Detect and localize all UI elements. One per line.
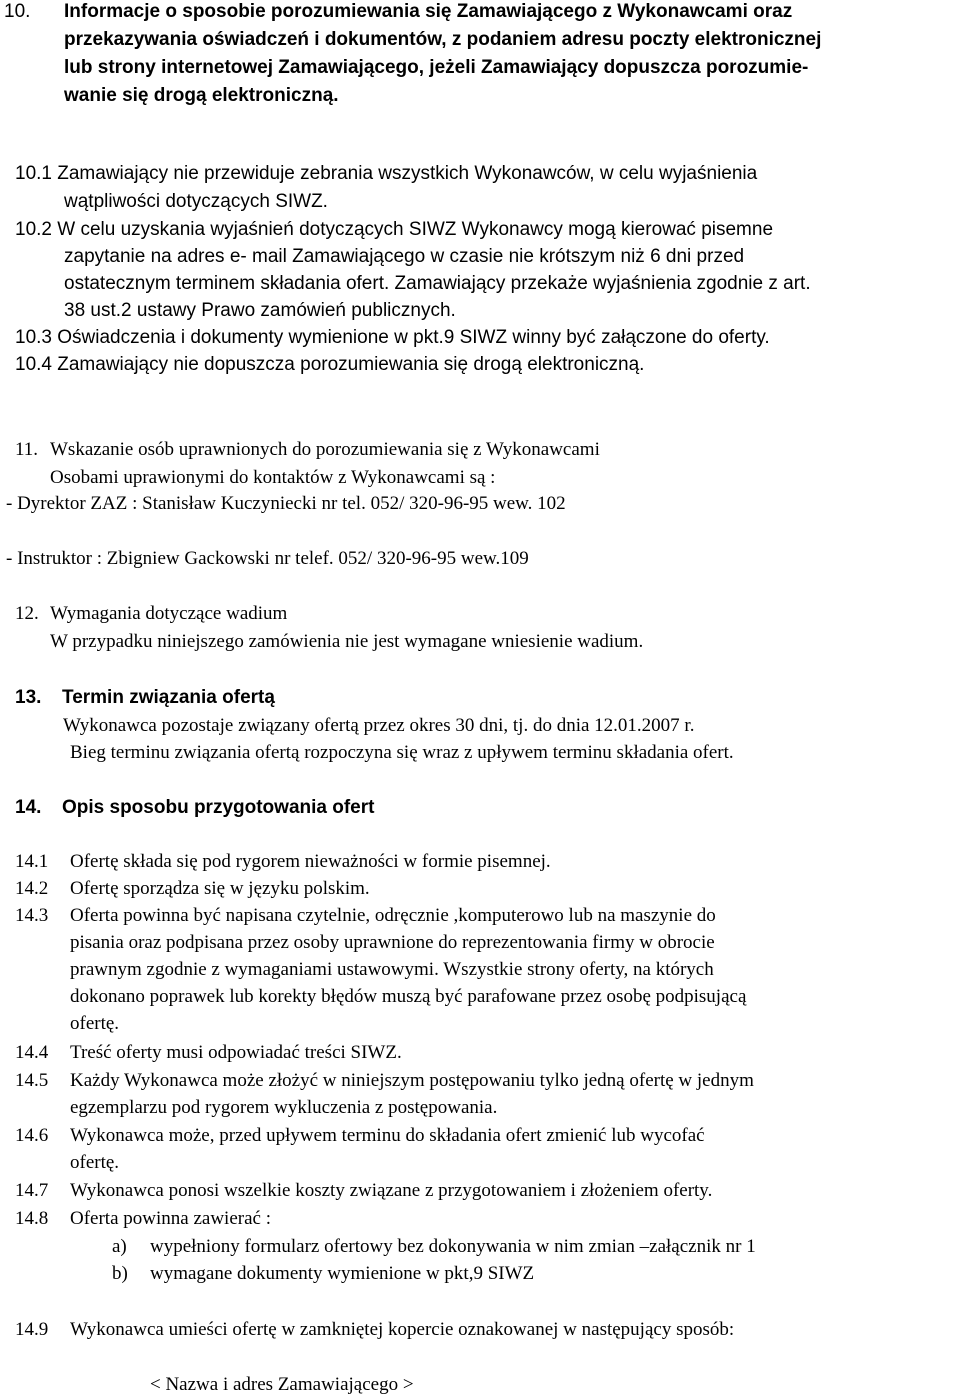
item-14-5-line-1: Każdy Wykonawca może złożyć w niniejszym postępowaniu tylko jedną ofertę w jednym bbox=[70, 1070, 754, 1091]
item-14-4-text: Treść oferty musi odpowiadać treści SIWZ. bbox=[70, 1042, 402, 1063]
item-10-3: 10.3 Oświadczenia i dokumenty wymienione w pkt.9 SIWZ winny być załączone do oferty. bbox=[15, 327, 770, 348]
sub-item-b-label: b) bbox=[112, 1263, 128, 1284]
section-11-intro: Osobami uprawionymi do kontaktów z Wykonawcami są : bbox=[50, 467, 496, 488]
item-14-6-line-2: ofertę. bbox=[70, 1152, 120, 1173]
item-14-3-line-3: prawnym zgodnie z wymaganiami ustawowymi. Wszystkie strony oferty, na których bbox=[70, 959, 714, 980]
item-10-1-line-2: wątpliwości dotyczących SIWZ. bbox=[64, 191, 328, 212]
section-10-title-line-3: lub strony internetowej Zamawiającego, jeżeli Zamawiający dopuszcza porozumie- bbox=[64, 57, 809, 78]
item-14-2-text: Ofertę sporządza się w języku polskim. bbox=[70, 878, 370, 899]
item-10-2-line-1: 10.2 W celu uzyskania wyjaśnień dotyczących SIWZ Wykonawcy mogą kierować pisemne bbox=[15, 219, 774, 240]
item-14-3-line-5: ofertę. bbox=[70, 1013, 120, 1034]
item-14-6-number: 14.6 bbox=[15, 1125, 49, 1146]
section-10-title-line-2: przekazywania oświadczeń i dokumentów, z podaniem adresu poczty elektronicznej bbox=[64, 29, 822, 50]
section-13-line-1: Wykonawca pozostaje związany ofertą przez okres 30 dni, tj. do dnia 12.01.2007 r. bbox=[63, 715, 695, 736]
item-14-3-number: 14.3 bbox=[15, 905, 49, 926]
item-10-2-line-3: ostatecznym terminem składania ofert. Zamawiający przekaże wyjaśnienia zgodnie z art. bbox=[64, 273, 811, 294]
item-14-2-number: 14.2 bbox=[15, 878, 49, 899]
section-13-line-2: Bieg terminu związania ofertą rozpoczyna się wraz z upływem terminu składania ofert. bbox=[70, 742, 734, 763]
section-10-number: 10. bbox=[4, 1, 31, 22]
section-11-title: Wskazanie osób uprawnionych do porozumiewania się z Wykonawcami bbox=[50, 439, 600, 460]
sub-item-b-text: wymagane dokumenty wymienione w pkt,9 SIWZ bbox=[150, 1263, 535, 1284]
section-12-number: 12. bbox=[15, 603, 39, 624]
item-14-3-line-2: pisania oraz podpisana przez osoby uprawnione do reprezentowania firmy w obrocie bbox=[70, 932, 715, 953]
item-14-7-text: Wykonawca ponosi wszelkie koszty związane z przygotowaniem i złożeniem oferty. bbox=[70, 1180, 713, 1201]
contact-instructor: - Instruktor : Zbigniew Gackowski nr telef. 052/ 320-96-95 wew.109 bbox=[6, 548, 529, 569]
section-14-number: 14. bbox=[15, 797, 42, 818]
sub-item-a-text: wypełniony formularz ofertowy bez dokonywania w nim zmian –załącznik nr 1 bbox=[150, 1236, 756, 1257]
section-10-title-line-1: Informacje o sposobie porozumiewania się Zamawiającego z Wykonawcami oraz bbox=[64, 1, 793, 22]
item-10-4: 10.4 Zamawiający nie dopuszcza porozumiewania się drogą elektroniczną. bbox=[15, 354, 645, 375]
sub-item-a-label: a) bbox=[112, 1236, 127, 1257]
item-14-9-number: 14.9 bbox=[15, 1319, 49, 1340]
item-10-2-line-2: zapytanie na adres e- mail Zamawiającego w czasie nie krótszym niż 6 dni przed bbox=[64, 246, 745, 267]
item-14-3-line-1: Oferta powinna być napisana czytelnie, odręcznie ,komputerowo lub na maszynie do bbox=[70, 905, 716, 926]
section-13-number: 13. bbox=[15, 687, 42, 708]
item-14-8-number: 14.8 bbox=[15, 1208, 49, 1229]
item-14-4-number: 14.4 bbox=[15, 1042, 49, 1063]
item-10-2-line-4: 38 ust.2 ustawy Prawo zamówień publicznych. bbox=[64, 300, 456, 321]
section-14-title: Opis sposobu przygotowania ofert bbox=[62, 797, 375, 818]
section-12-title: Wymagania dotyczące wadium bbox=[50, 603, 288, 624]
section-10-title-line-4: wanie się drogą elektroniczną. bbox=[64, 85, 339, 106]
item-14-5-line-2: egzemplarzu pod rygorem wykluczenia z postępowania. bbox=[70, 1097, 498, 1118]
item-14-9-text: Wykonawca umieści ofertę w zamkniętej kopercie oznakowanej w następujący sposób: bbox=[70, 1319, 735, 1340]
item-10-1-line-1: 10.1 Zamawiający nie przewiduje zebrania wszystkich Wykonawców, w celu wyjaśnienia bbox=[15, 163, 758, 184]
item-14-6-line-1: Wykonawca może, przed upływem terminu do składania ofert zmienić lub wycofać bbox=[70, 1125, 705, 1146]
section-11-number: 11. bbox=[15, 439, 39, 460]
item-14-8-text: Oferta powinna zawierać : bbox=[70, 1208, 271, 1229]
item-14-7-number: 14.7 bbox=[15, 1180, 49, 1201]
item-14-3-line-4: dokonano poprawek lub korekty błędów muszą być parafowane przez osobę podpisującą bbox=[70, 986, 747, 1007]
item-14-1-number: 14.1 bbox=[15, 851, 49, 872]
section-13-title: Termin związania ofertą bbox=[62, 687, 275, 708]
contact-director: - Dyrektor ZAZ : Stanisław Kuczyniecki nr tel. 052/ 320-96-95 wew. 102 bbox=[6, 493, 566, 514]
section-12-text: W przypadku niniejszego zamówienia nie jest wymagane wniesienie wadium. bbox=[50, 631, 644, 652]
envelope-label: < Nazwa i adres Zamawiającego > bbox=[150, 1374, 414, 1395]
item-14-1-text: Ofertę składa się pod rygorem nieważności w formie pisemnej. bbox=[70, 851, 551, 872]
item-14-5-number: 14.5 bbox=[15, 1070, 49, 1091]
